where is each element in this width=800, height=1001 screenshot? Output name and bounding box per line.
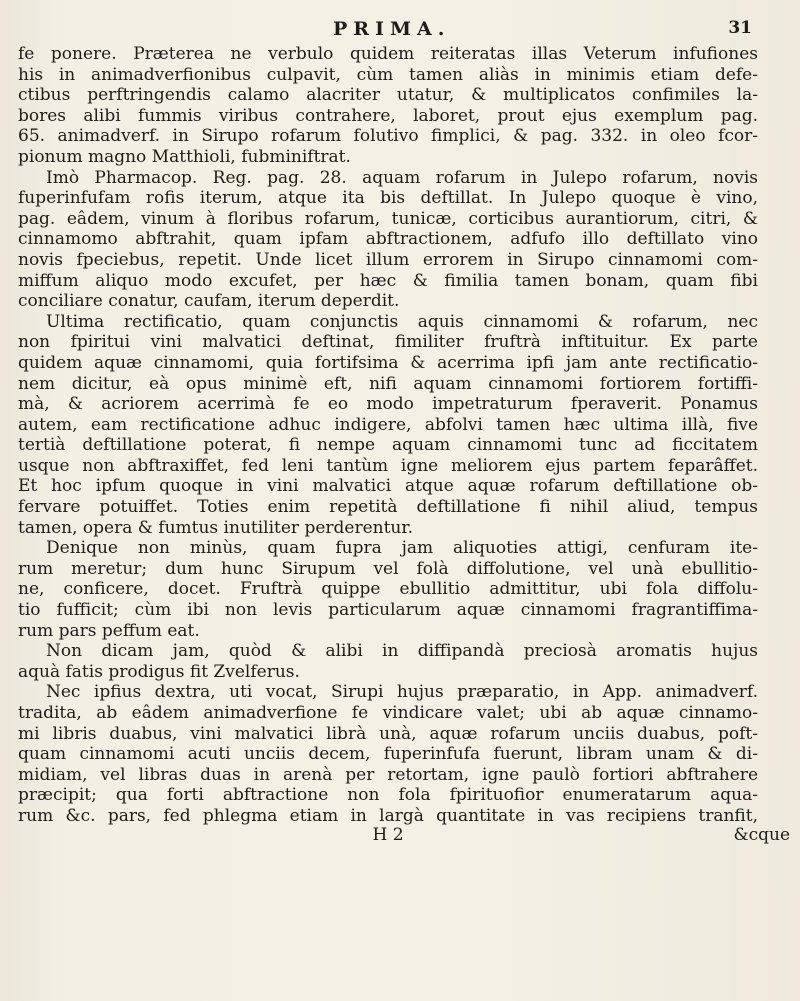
text-line: Et hoc ipfum quoque in vini malvatici atque aquæ rofarum deftillatione ob- bbox=[18, 476, 758, 497]
text-line: nem dicitur, eà opus minimè eft, nifi aquam cinnamomi fortiorem fortiffi- bbox=[18, 373, 758, 394]
text-line: fervare potuiffet. Toties enim repetità deftillatione fi nihil aliud, tempus bbox=[18, 497, 758, 518]
text-line: Nec ipfius dextra, uti vocat, Sirupi hujus præparatio, in App. animadverf. bbox=[46, 682, 758, 703]
page-number: 31 bbox=[728, 18, 752, 38]
text-line: cinnamomo abftrahit, quam ipfam abftractionem, adfufo illo deftillato vino bbox=[18, 229, 758, 250]
text-line: his in animadverfionibus culpavit, cùm tamen aliàs in minimis etiam defe- bbox=[18, 64, 758, 85]
text-line: fe ponere. Præterea ne verbulo quidem reiteratas illas Veterum infufiones bbox=[18, 44, 758, 64]
text-line: 65. animadverf. in Sirupo rofarum folutivo fimplici, & pag. 332. in oleo fcor- bbox=[18, 126, 758, 147]
catchword: &cque bbox=[733, 824, 790, 845]
text-line: fuperinfufam rofis iterum, atque ita bis deftillat. In Julepo quoque è vino, bbox=[18, 188, 758, 209]
text-line: mà, & acriorem acerrimà fe eo modo impetraturum fperaverit. Ponamus bbox=[18, 394, 758, 415]
text-line: rum pars peffum eat. bbox=[18, 620, 200, 641]
text-line: tertià deftillatione poterat, fi nempe aquam cinnamomi tunc ad ficcitatem bbox=[18, 435, 758, 456]
text-line: Non dicam jam, quòd & alibi in diffipandà preciosà aromatis hujus bbox=[46, 641, 758, 662]
text-line: pionum magno Matthioli, fubminiftrat. bbox=[18, 146, 351, 167]
text-line: mi libris duabus, vini malvatici librà unà, aquæ rofarum unciis duabus, poft- bbox=[18, 723, 758, 744]
text-line: Imò Pharmacop. Reg. pag. 28. aquam rofarum in Julepo rofarum, novis bbox=[46, 167, 758, 188]
text-line: Denique non minùs, quam fupra jam aliquoties attigi, cenfuram ite- bbox=[46, 538, 758, 559]
text-line: pag. eâdem, vinum à floribus rofarum, tunicæ, corticibus aurantiorum, citri, & bbox=[18, 208, 758, 229]
page-footer bbox=[18, 824, 790, 845]
text-line: miffum aliquo modo excufet, per hæc & fimilia tamen bonam, quam fibi bbox=[18, 270, 758, 291]
text-line: midiam, vel libras duas in arenà per retortam, igne paulò fortiori abftrahere bbox=[18, 764, 758, 785]
text-line: novis fpeciebus, repetit. Unde licet illum errorem in Sirupo cinnamomi com- bbox=[18, 249, 758, 270]
text-line: quam cinnamomi acuti unciis decem, fuperinfufa fuerunt, libram unam & di- bbox=[18, 744, 758, 765]
text-line: bores alibi fummis viribus contrahere, laboret, prout ejus exemplum pag. bbox=[18, 105, 758, 126]
text-line: conciliare conatur, caufam, iterum deperdit. bbox=[18, 291, 400, 312]
text-line: rum meretur; dum hunc Sirupum vel folà diffolutione, vel unà ebullitio- bbox=[18, 558, 758, 579]
text-line: ctibus perftringendis calamo alacriter utatur, & multiplicatos confimiles la- bbox=[18, 85, 758, 106]
text-line: non fpiritui vini malvatici deftinat, fimiliter fruftrà inftituitur. Ex parte bbox=[18, 332, 758, 353]
text-line: Ultima rectificatio, quam conjunctis aquis cinnamomi & rofarum, nec bbox=[46, 311, 758, 332]
page-header bbox=[18, 14, 758, 44]
body-text bbox=[18, 44, 758, 827]
text-line: quidem aquæ cinnamomi, quia fortifsima & acerrima ipfi jam ante rectificatio- bbox=[18, 352, 758, 373]
signature-mark: H 2 bbox=[372, 824, 404, 845]
text-line: ne, conficere, docet. Fruftrà quippe ebullitio admittitur, ubi fola diffolu- bbox=[18, 579, 758, 600]
text-line: aquà fatis prodigus fit Zvelferus. bbox=[18, 661, 300, 682]
running-title: PRIMA. bbox=[333, 18, 451, 40]
text-line: autem, eam rectificatione adhuc indigere, abfolvi tamen hæc ultima illà, five bbox=[18, 414, 758, 435]
text-line: tamen, opera & fumtus inutiliter perderentur. bbox=[18, 517, 414, 538]
text-line: tio fufficit; cùm ibi non levis particularum aquæ cinnamomi fragrantiffima- bbox=[18, 600, 758, 621]
text-line: tradita, ab eâdem animadverfione fe vindicare valet; ubi ab aquæ cinnamo- bbox=[18, 703, 758, 723]
text-line: rum &c. pars, fed phlegma etiam in largà quantitate in vas recipiens tranfit, bbox=[18, 805, 758, 826]
text-line: præcipit; qua forti abftractione non fola fpirituofior enumeratarum aqua- bbox=[18, 785, 758, 806]
text-line: usque non abftraxiffet, fed leni tantùm igne meliorem ejus partem feparâffet. bbox=[18, 455, 758, 476]
